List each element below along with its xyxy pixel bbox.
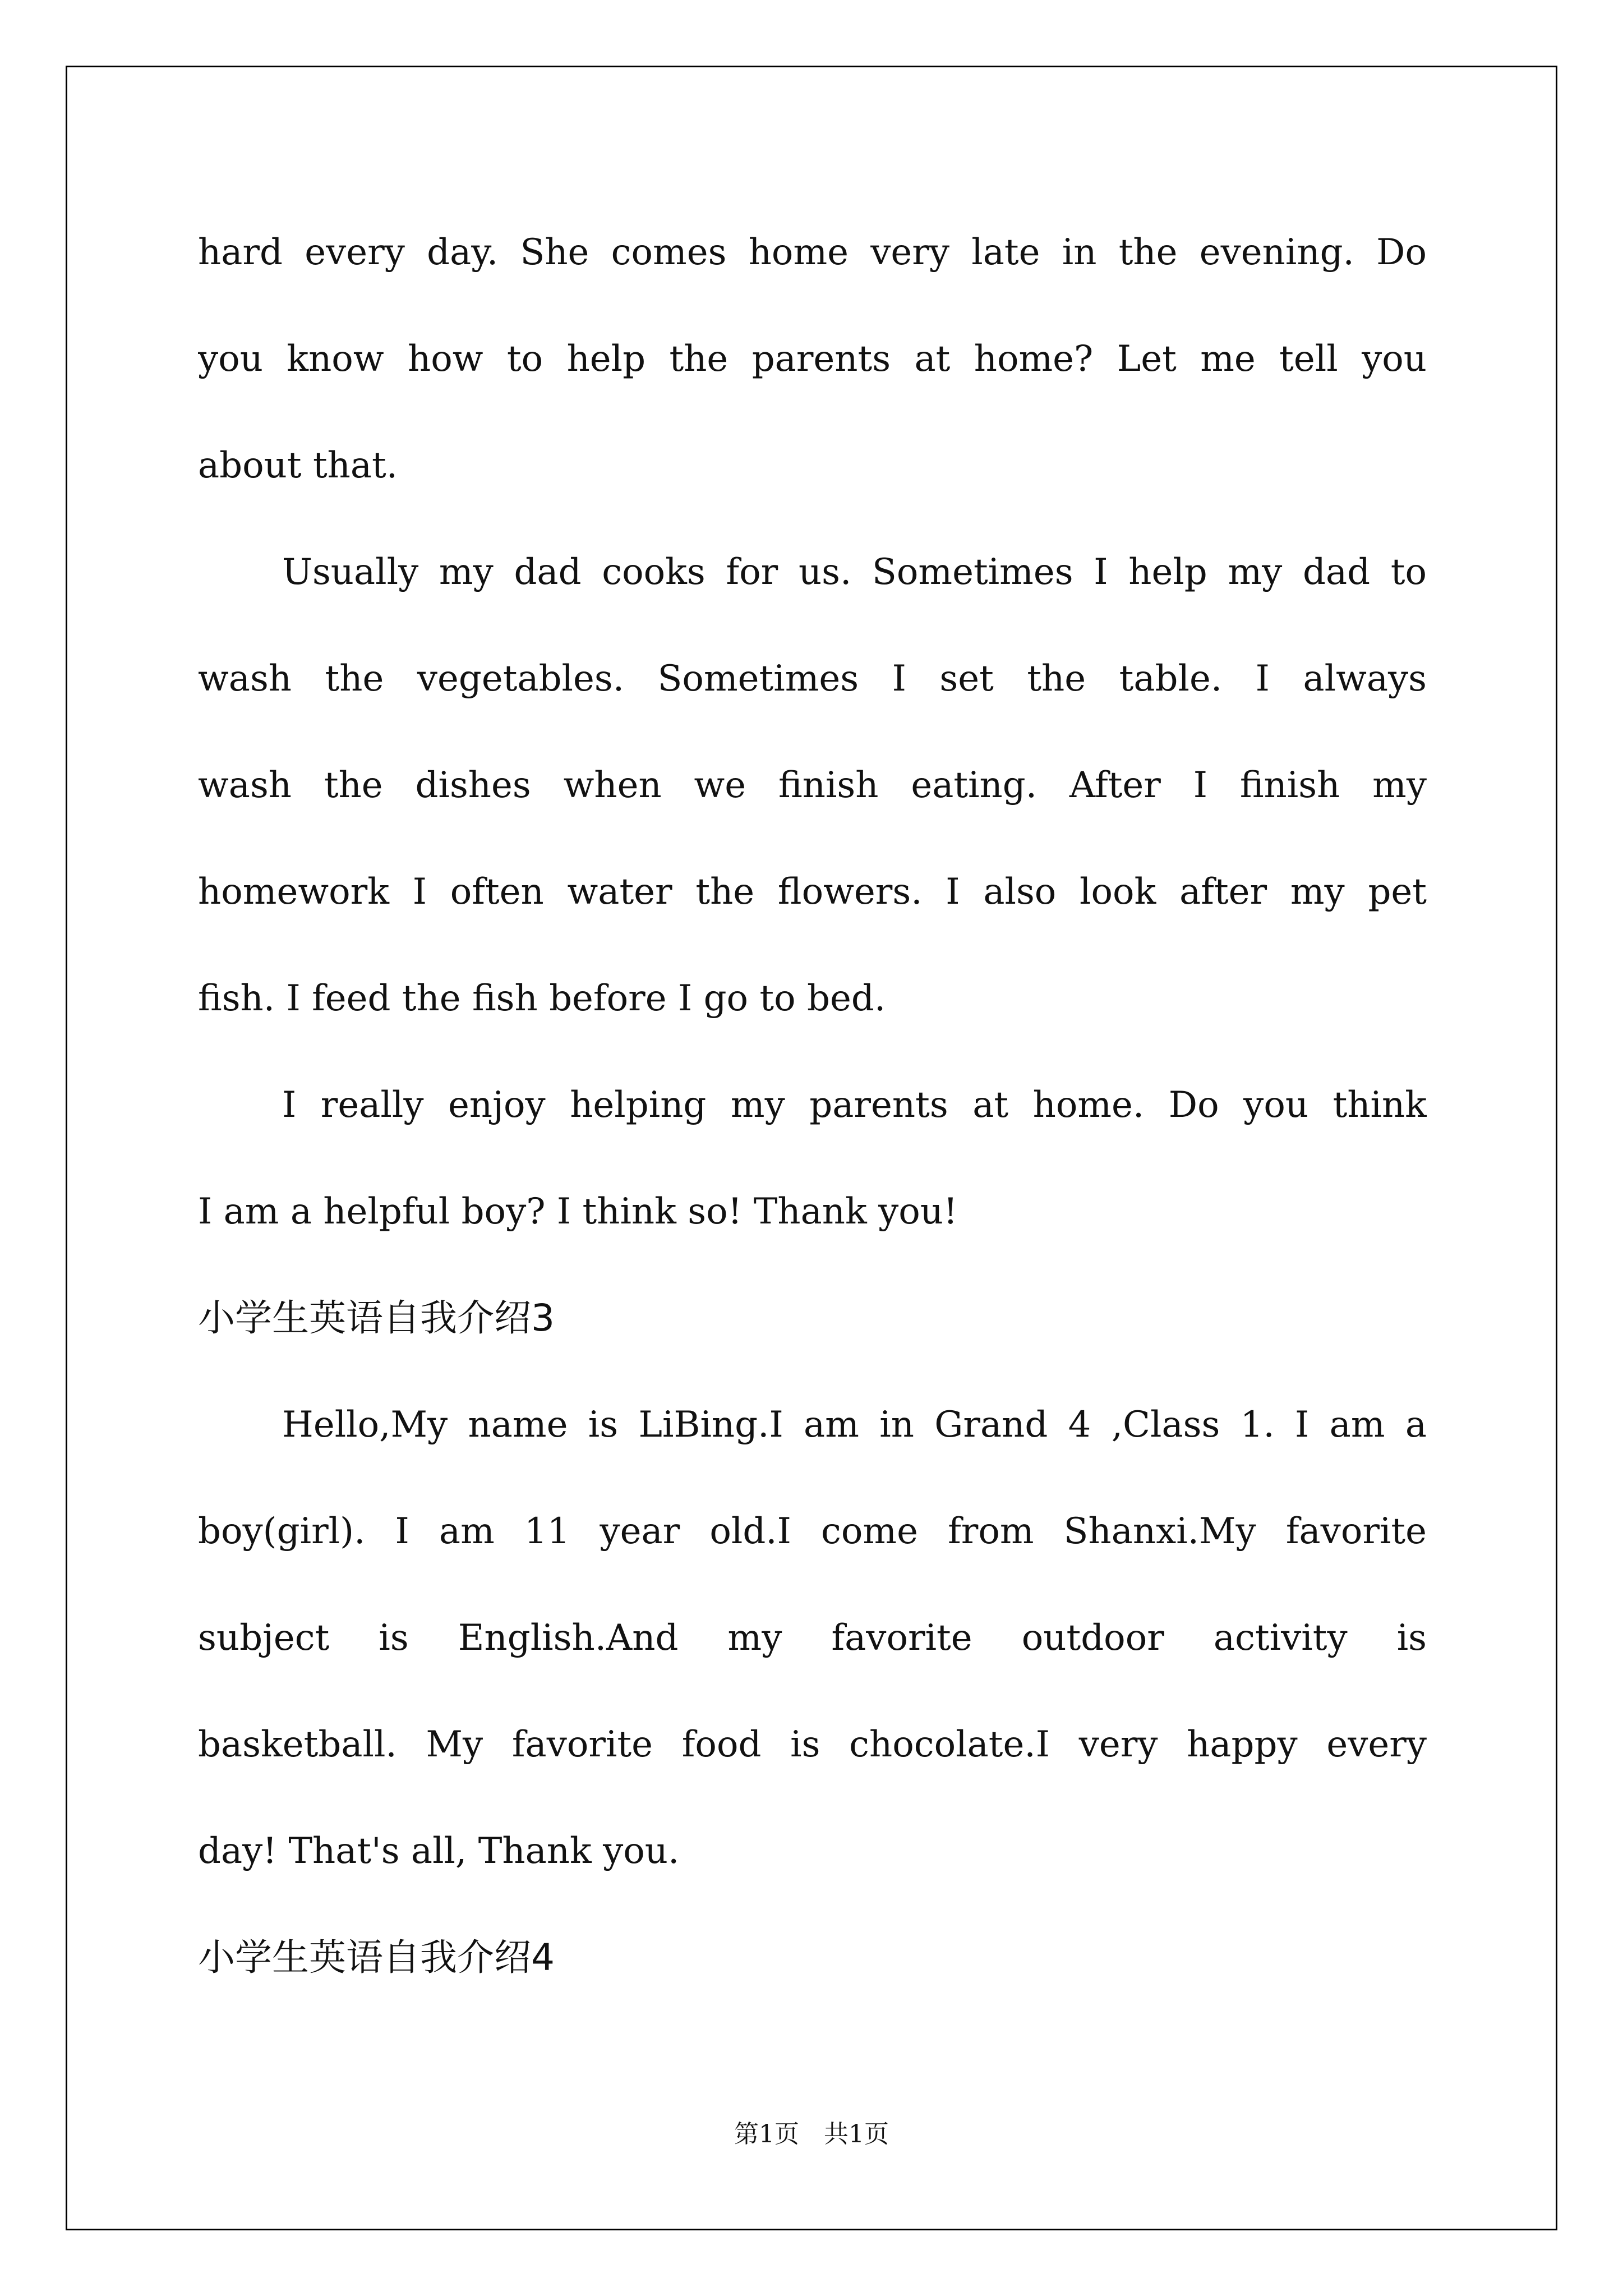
text-line: fish. I feed the fish before I go to bed. (198, 978, 886, 1019)
text-line: boy(girl). I am 11 year old.I come from Shanxi.My favorite (198, 1511, 1427, 1552)
text-line: day! That's all, Thank you. (198, 1830, 680, 1872)
text-line: basketball. My favorite food is chocolate.I very happy every (198, 1724, 1427, 1765)
text-line: I am a helpful boy? I think so! Thank you! (198, 1191, 958, 1232)
text-line: about that. (198, 445, 398, 486)
text-line: I really enjoy helping my parents at home. Do you think (282, 1084, 1427, 1126)
page-footer (0, 2118, 1623, 2151)
text-line: you know how to help the parents at home? Let me tell you (198, 338, 1427, 380)
page-frame (66, 66, 1557, 2230)
section-heading: 小学生英语自我介绍4 (198, 1936, 555, 1979)
text-line: subject is English.And my favorite outdoor activity is (198, 1617, 1427, 1659)
page-total: 共1页 (824, 2120, 889, 2148)
text-line: homework I often water the flowers. I also look after my pet (198, 871, 1427, 913)
text-line: wash the vegetables. Sometimes I set the table. I always (198, 658, 1427, 700)
page-number: 第1页 (734, 2120, 799, 2148)
text-line: hard every day. She comes home very late in the evening. Do (198, 232, 1427, 273)
text-line: Hello,My name is LiBing.I am in Grand 4 ,Class 1. I am a (282, 1404, 1427, 1446)
text-line: Usually my dad cooks for us. Sometimes I help my dad to (282, 551, 1427, 593)
text-line: wash the dishes when we finish eating. After I finish my (198, 765, 1427, 806)
section-heading: 小学生英语自我介绍3 (198, 1296, 555, 1340)
